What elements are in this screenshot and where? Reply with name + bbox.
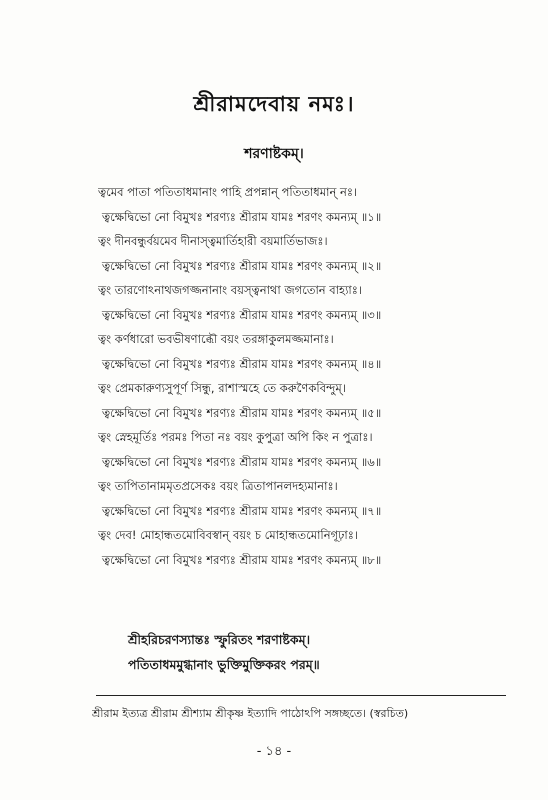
verse-line: ত্বং স্নেহমূর্তিঃ পরমঃ পিতা নঃ বয়ং কুপুত্রা অপি কিং ন পুত্রাঃ। <box>98 430 373 444</box>
verse-line: ত্বক্ষেদ্বিভো নো বিমুখঃ শরণ্যঃ শ্রীরাম যামঃ শরণং কমন্যম্ ॥২॥ <box>102 258 382 273</box>
verse-line: ত্বক্ষেদ্বিভো নো বিমুখঃ শরণ্যঃ শ্রীরাম যামঃ শরণং কমন্যম্ ॥১॥ <box>102 209 382 224</box>
footnote-divider <box>96 695 506 696</box>
page-subtitle: শরণাষ্টকম্। <box>244 146 304 162</box>
verse-line: ত্বমেব পাতা পতিতাধমানাং পাহি প্রপন্নান্ পতিতাধমান্ নঃ। <box>98 185 358 199</box>
verse-line: ত্বক্ষেদ্বিভো নো বিমুখঃ শরণ্যঃ শ্রীরাম যামঃ শরণং কমন্যম্ ॥৭॥ <box>102 503 382 518</box>
verse-line: ত্বং তাপিতানামমৃতপ্রসেকঃ বয়ং ত্রিতাপানলদহ্যমানাঃ। <box>98 479 338 493</box>
footnote: শ্রীরাম ইত্যত্র শ্রীরাম শ্রীশ্যাম শ্রীকৃষ্ণ ইত্যাদি পাঠোঽপি সঙ্গচ্ছতে। (স্বরচিত) <box>92 707 409 720</box>
closing-line: পতিতাধমমুগ্ধানাং ভুক্তিমুক্তিকরং পরম্॥ <box>128 657 320 672</box>
verse-line: ত্বং তারণোঽনাথজগজ্জনানাং বয়স্ত্বনাথা জগতোন বাহ্যাঃ। <box>98 283 362 297</box>
verse-line: ত্বং প্রেমকারুণ্যসুপূর্ণ সিন্ধু, রাশাস্মহে তে করুণৈকবিন্দুম্। <box>98 381 346 395</box>
page-number: - ১৪ - <box>256 744 292 759</box>
verse-line: ত্বং দীনবন্ধুর্বয়মেব দীনাস্ত্বমার্তিহারী বয়মার্তিভাজঃ। <box>98 234 328 248</box>
verse-line: ত্বক্ষেদ্বিভো নো বিমুখঃ শরণ্যঃ শ্রীরাম যামঃ শরণং কমন্যম্ ॥৬॥ <box>102 454 382 469</box>
verse-line: ত্বং দেব! মোহান্ধতমোবিবস্বান্ বয়ং চ মোহান্ধতমোনিগূঢ়াঃ। <box>98 528 358 542</box>
verse-block <box>98 180 538 572</box>
page-title: শ্রীরামদেবায় নমঃ। <box>193 92 355 116</box>
verse-line: ত্বক্ষেদ্বিভো নো বিমুখঃ শরণ্যঃ শ্রীরাম যামঃ শরণং কমন্যম্ ॥৪॥ <box>102 356 382 371</box>
verse-line: ত্বক্ষেদ্বিভো নো বিমুখঃ শরণ্যঃ শ্রীরাম যামঃ শরণং কমন্যম্ ॥৩॥ <box>102 307 382 322</box>
verse-line: ত্বং কর্ণধারো ভবভীষণাব্ধৌ বয়ং তরঙ্গাকুলমজ্জমানাঃ। <box>98 332 334 346</box>
closing-line: শ্রীহরিচরণস্যান্তঃ স্ফুরিতং শরণাষ্টকম্। <box>128 632 311 647</box>
verse-line: ত্বক্ষেদ্বিভো নো বিমুখঃ শরণ্যঃ শ্রীরাম যামঃ শরণং কমন্যম্ ॥৫॥ <box>102 405 382 420</box>
closing-verse <box>128 627 528 677</box>
verse-line: ত্বক্ষেদ্বিভো নো বিমুখঃ শরণ্যঃ শ্রীরাম যামঃ শরণং কমন্যম্ ॥৮॥ <box>102 552 382 567</box>
